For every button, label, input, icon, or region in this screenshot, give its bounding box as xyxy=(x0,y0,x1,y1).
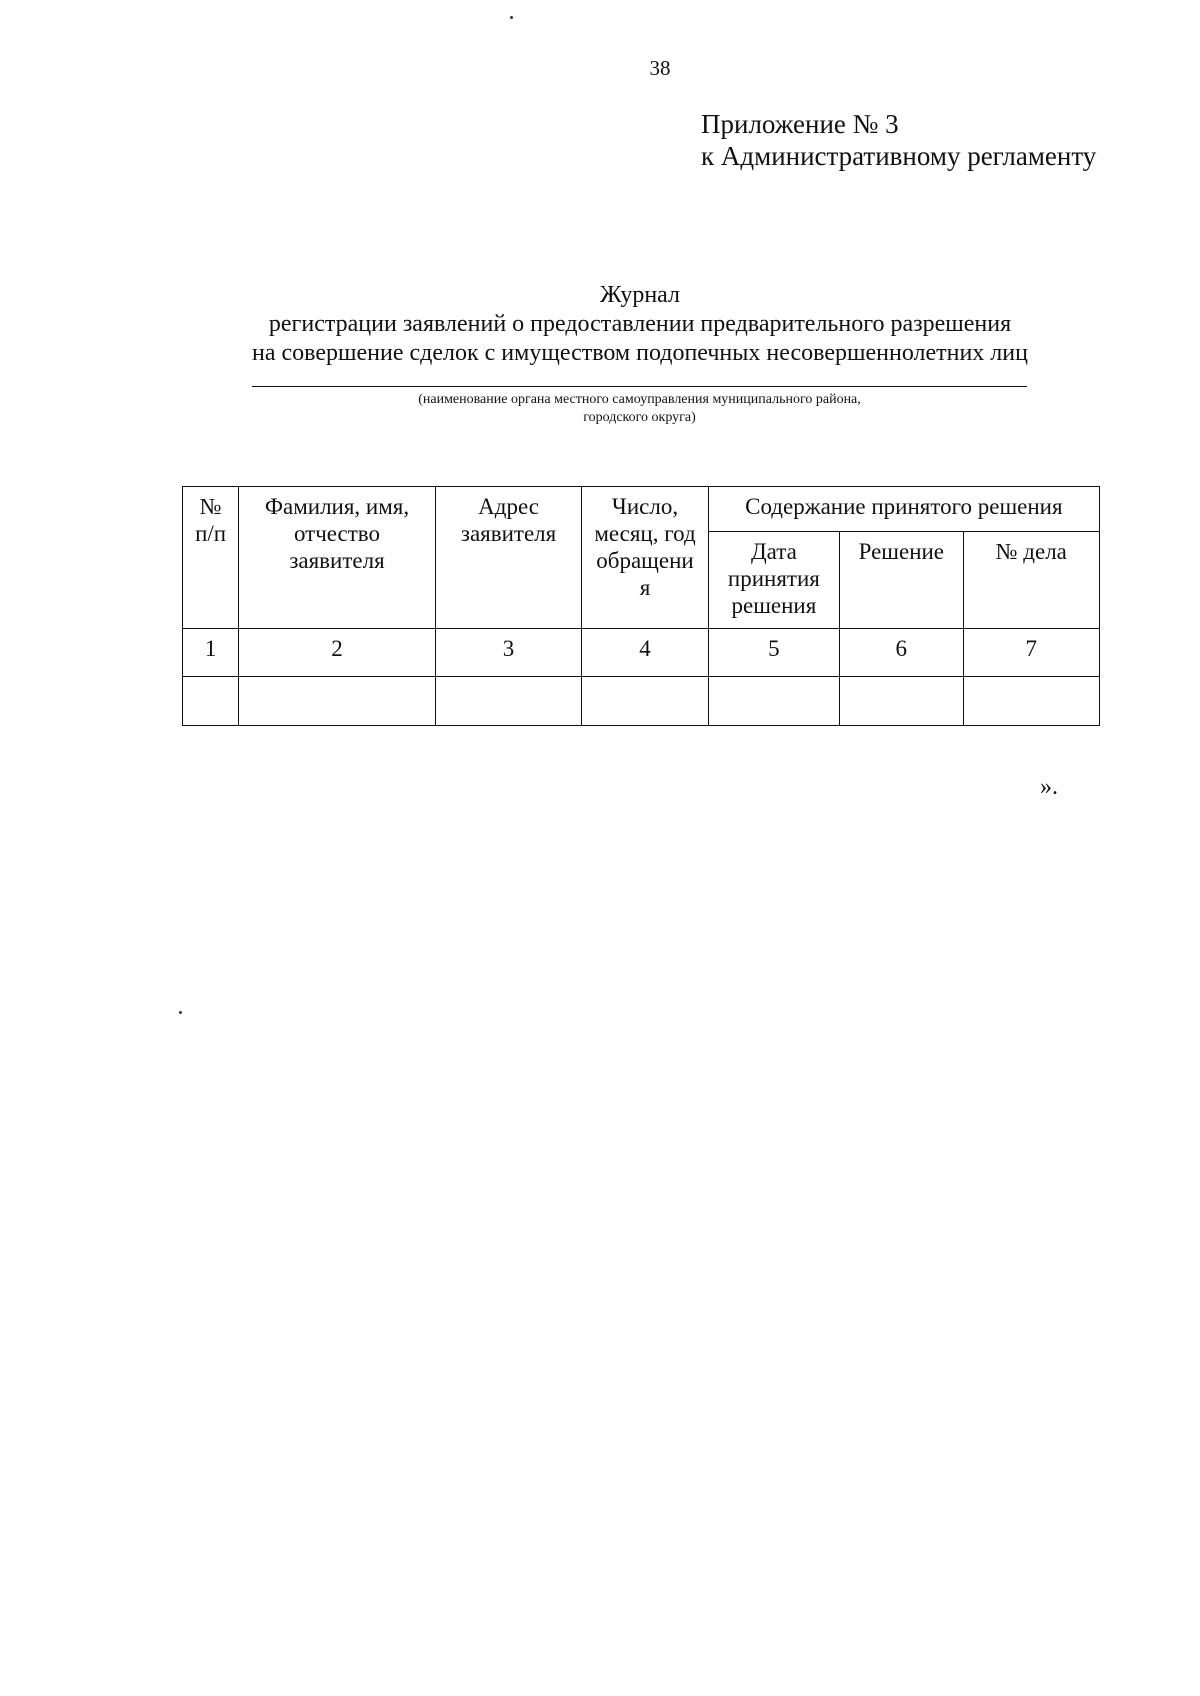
table-header-row-1 xyxy=(183,487,1100,532)
page-number: 38 xyxy=(649,56,671,80)
title-line-1: Журнал xyxy=(599,282,680,308)
header-decision: Решение xyxy=(840,532,963,629)
org-caption xyxy=(252,391,1027,427)
empty-cell xyxy=(963,677,1100,726)
column-number-cell: 4 xyxy=(582,629,708,677)
header-case-no: № дела xyxy=(963,532,1100,629)
scan-speck xyxy=(510,16,513,19)
column-number-cell: 2 xyxy=(239,629,436,677)
org-caption-line-1: (наименование органа местного самоуправления муниципального района, xyxy=(418,392,861,407)
column-number-cell: 7 xyxy=(963,629,1100,677)
title-line-2: регистрации заявлений о предоставлении предварительного разрешения xyxy=(268,311,1012,337)
table-row-column-numbers xyxy=(183,629,1100,677)
org-caption-line-2: городского округа) xyxy=(583,410,696,425)
empty-cell xyxy=(183,677,239,726)
empty-cell xyxy=(708,677,839,726)
empty-cell xyxy=(239,677,436,726)
document-title xyxy=(200,281,1080,368)
journal-table xyxy=(182,486,1100,726)
appendix-line-2: к Административному регламенту xyxy=(701,141,1097,171)
header-decision-group: Содержание принятого решения xyxy=(708,487,1099,532)
column-number-cell: 3 xyxy=(435,629,581,677)
header-date: Число, месяц, год обращени я xyxy=(582,487,708,629)
column-number-cell: 1 xyxy=(183,629,239,677)
empty-cell xyxy=(840,677,963,726)
column-number-cell: 5 xyxy=(708,629,839,677)
header-num: № п/п xyxy=(183,487,239,629)
column-number-cell: 6 xyxy=(840,629,963,677)
empty-cell xyxy=(435,677,581,726)
header-decision-date: Дата принятия решения xyxy=(708,532,839,629)
closing-quote: ». xyxy=(1040,774,1058,800)
empty-cell xyxy=(582,677,708,726)
table-row-empty xyxy=(183,677,1100,726)
header-address: Адрес заявителя xyxy=(435,487,581,629)
appendix-header xyxy=(701,108,1096,172)
appendix-line-1: Приложение № 3 xyxy=(701,109,899,139)
title-line-3: на совершение сделок с имуществом подопечных несовершеннолетних лиц xyxy=(252,340,1028,366)
org-name-blank-line xyxy=(252,386,1027,387)
scan-speck xyxy=(179,1011,182,1014)
header-fio: Фамилия, имя, отчество заявителя xyxy=(239,487,436,629)
